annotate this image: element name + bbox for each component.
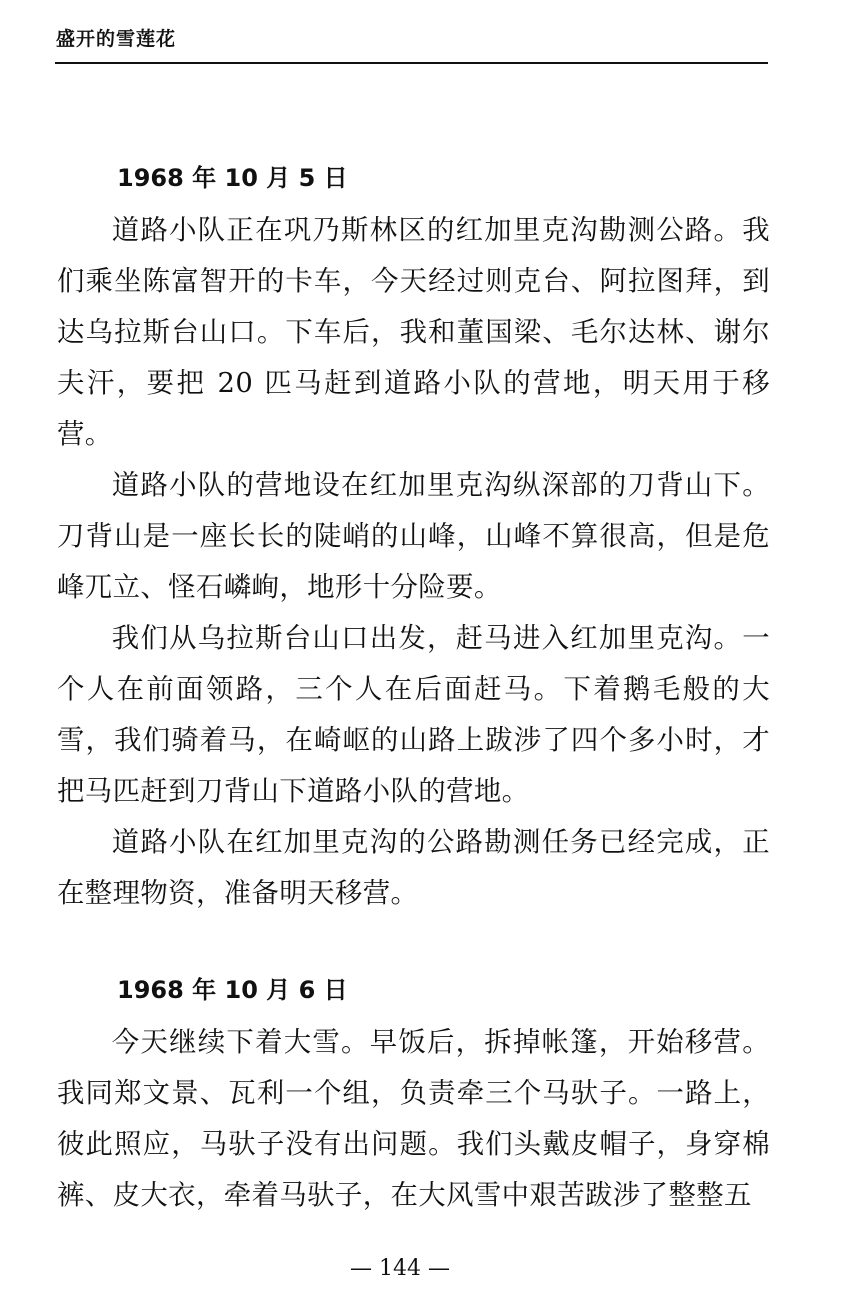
entry-date: 1968 年 10 月 5 日 <box>117 164 348 192</box>
paragraph: 道路小队正在巩乃斯林区的红加里克沟勘测公路。我们乘坐陈富智开的卡车，今天经过则克台、阿拉图拜，到达乌拉斯台山口。下车后，我和董国梁、毛尔达林、谢尔夫汗，要把 20 匹马赶到道路小队的营地，明天用于移营。 <box>57 215 770 450</box>
paragraph: 道路小队的营地设在红加里克沟纵深部的刀背山下。刀背山是一座长长的陡峭的山峰，山峰不算很高，但是危峰兀立、怪石嶙峋，地形十分险要。 <box>57 470 770 603</box>
paragraph: 道路小队在红加里克沟的公路勘测任务已经完成，正在整理物资，准备明天移营。 <box>57 827 770 909</box>
page-number: — 144 — <box>350 1256 450 1281</box>
paragraph: 今天继续下着大雪。早饭后，拆掉帐篷，开始移营。我同郑文景、瓦利一个组，负责牵三个马驮子。一路上，彼此照应，马驮子没有出问题。我们头戴皮帽子，身穿棉裤、皮大衣，牵着马驮子，在大风雪中艰苦跋涉了整整五 <box>57 1027 770 1211</box>
running-header: 盛开的雪莲花 <box>56 28 177 50</box>
header-rule <box>55 62 768 64</box>
paragraph: 我们从乌拉斯台山口出发，赶马进入红加里克沟。一个人在前面领路，三个人在后面赶马。下着鹅毛般的大雪，我们骑着马，在崎岖的山路上跋涉了四个多小时，才把马匹赶到刀背山下道路小队的营地。 <box>57 623 770 807</box>
entry-date: 1968 年 10 月 6 日 <box>117 976 348 1004</box>
